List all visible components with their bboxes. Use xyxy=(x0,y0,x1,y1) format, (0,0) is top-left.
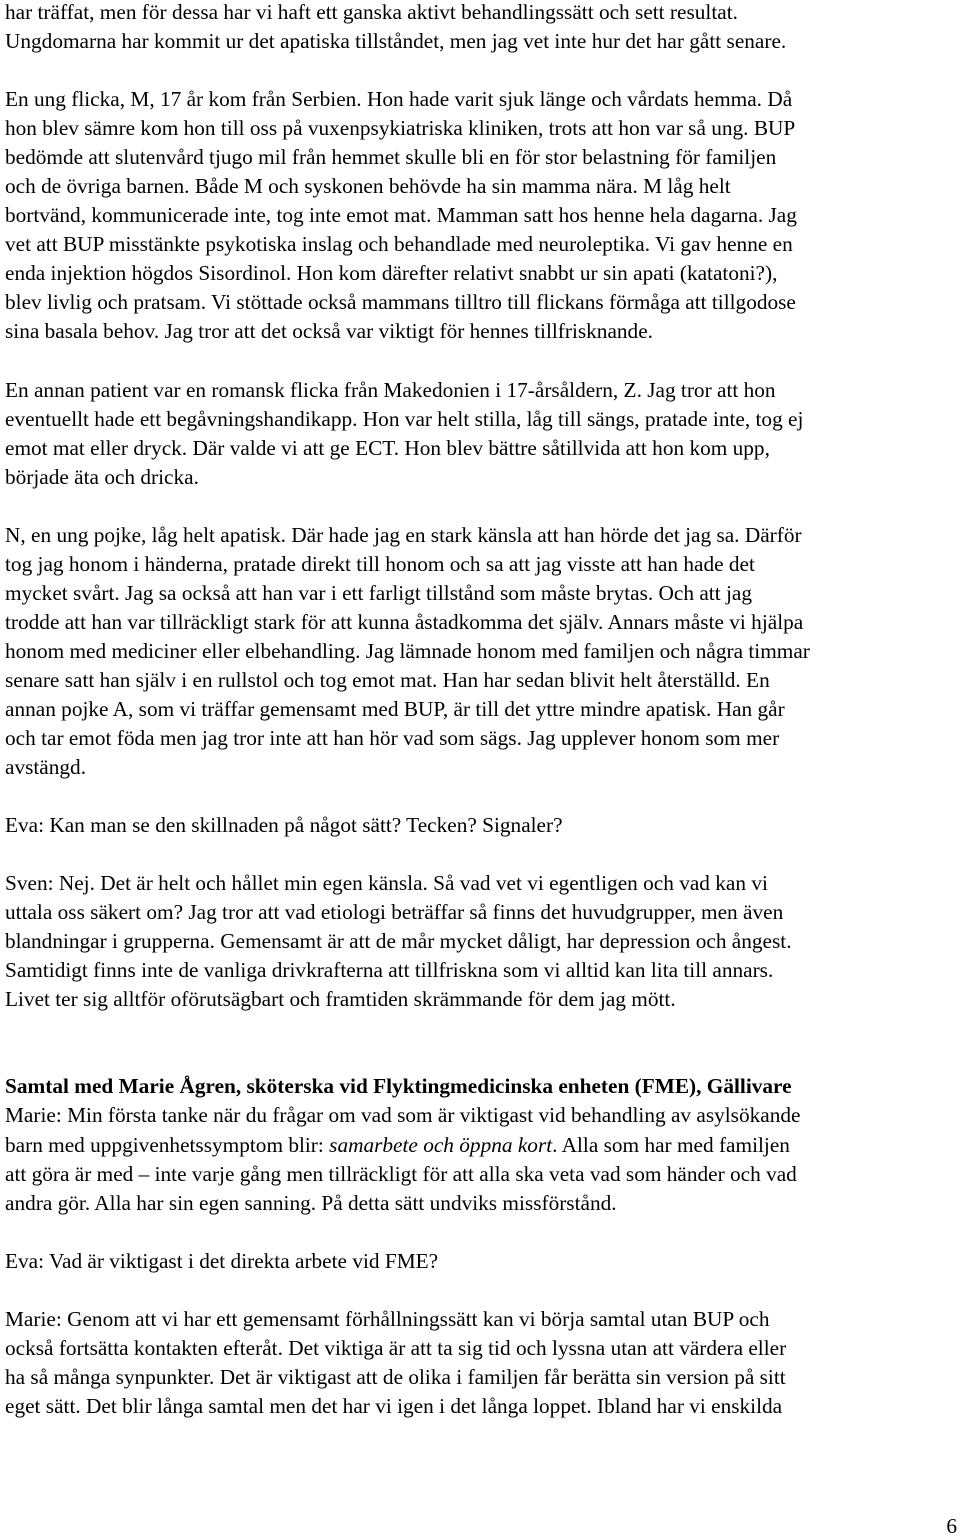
text-line: har träffat, men för dessa har vi haft ett ganska aktivt behandlingssätt och sett resultat. xyxy=(5,0,738,24)
text-line: andra gör. Alla har sin egen sanning. På detta sätt undviks missförstånd. xyxy=(5,1190,617,1215)
paragraph-eva-fme-question xyxy=(5,1247,957,1276)
text-line: Ungdomarna har kommit ur det apatiska tillståndet, men jag vet inte hur det har gått senare. xyxy=(5,29,787,54)
paragraph-gap xyxy=(5,492,957,521)
text-line: En annan patient var en romansk flicka från Makedonien i 17-årsåldern, Z. Jag tror att hon xyxy=(5,377,776,402)
text-line: eventuellt hade ett begåvningshandikapp. Hon var helt stilla, låg till sängs, pratade inte, tog ej xyxy=(5,406,804,431)
text-line: En ung flicka, M, 17 år kom från Serbien. Hon hade varit sjuk länge och vårdats hemma. Då xyxy=(5,87,793,112)
text-line: Sven: Nej. Det är helt och hållet min egen känsla. Så vad vet vi egentligen och vad kan vi xyxy=(5,871,768,896)
text-line: att göra är med – inte varje gång men tillräckligt för att alla ska veta vad som händer och vad xyxy=(5,1161,797,1186)
section-marie xyxy=(5,1072,957,1217)
paragraph-eva-question xyxy=(5,811,957,840)
text-line: hon blev sämre kom hon till oss på vuxenpsykiatriska kliniken, trots att hon var så ung. BUP xyxy=(5,116,796,141)
text-line: också fortsätta kontakten efteråt. Det viktiga är att ta sig tid och lyssna utan att värdera eller xyxy=(5,1335,787,1360)
text-line: tog jag honom i händerna, pratade direkt till honom och sa att jag visste att han hade det xyxy=(5,551,755,576)
section-gap xyxy=(5,1014,957,1072)
text-line: bortvänd, kommunicerade inte, tog inte emot mat. Mamman satt hos henne hela dagarna. Jag xyxy=(5,203,797,228)
text-line: avstängd. xyxy=(5,755,87,780)
text-line: Samtidigt finns inte de vanliga drivkrafterna att tillfriskna som vi alltid kan lita till annars. xyxy=(5,958,774,983)
text-line: Livet ter sig alltför oförutsägbart och framtiden skrämmande för dem jag mött. xyxy=(5,987,676,1012)
paragraph-case-z xyxy=(5,376,957,492)
page-number: 6 xyxy=(946,1514,957,1538)
text-run: barn med uppgivenhetssymptom blir: xyxy=(5,1132,330,1157)
paragraph-gap xyxy=(5,56,957,85)
text-line: N, en ung pojke, låg helt apatisk. Där hade jag en stark känsla att han hörde det jag sa. Därför xyxy=(5,522,802,547)
paragraph-sven-answer xyxy=(5,869,957,1014)
text-line: sina basala behov. Jag tror att det också var viktigt för hennes tillfrisknande. xyxy=(5,319,653,344)
text-line: emot mat eller dryck. Där valde vi att ge ECT. Hon blev bättre såtillvida att hon kom upp, xyxy=(5,435,770,460)
paragraph-case-m xyxy=(5,85,957,346)
text-line: ha så många synpunkter. Det är viktigast att de olika i familjen får berätta sin version på sitt xyxy=(5,1364,786,1389)
text-line: vet att BUP misstänkte psykotiska inslag och behandlade med neuroleptika. Vi gav henne en xyxy=(5,232,793,257)
text-line: och tar emot föda men jag tror inte att han hör vad som sägs. Jag upplever honom som mer xyxy=(5,726,780,751)
paragraph-gap xyxy=(5,347,957,376)
document-page xyxy=(5,0,957,1421)
text-line: honom med mediciner eller elbehandling. Jag lämnade honom med familjen och några timmar xyxy=(5,638,810,663)
italic-emphasis: samarbete och öppna kort xyxy=(329,1132,553,1157)
paragraph-gap xyxy=(5,840,957,869)
paragraph-marie-answer xyxy=(5,1305,957,1421)
text-line: Eva: Kan man se den skillnaden på något sätt? Tecken? Signaler? xyxy=(5,813,563,838)
paragraph-case-n xyxy=(5,521,957,782)
text-line: Eva: Vad är viktigast i det direkta arbete vid FME? xyxy=(5,1248,439,1273)
text-line: började äta och dricka. xyxy=(5,464,199,489)
section-heading: Samtal med Marie Ågren, sköterska vid Flyktingmedicinska enheten (FME), Gällivare xyxy=(5,1074,792,1099)
text-line: uttala oss säkert om? Jag tror att vad etiologi beträffar så finns det huvudgrupper, men även xyxy=(5,900,784,925)
paragraph-intro xyxy=(5,0,957,56)
paragraph-gap xyxy=(5,1276,957,1305)
text-line: blev livlig och pratsam. Vi stöttade också mammans tilltro till flickans förmåga att tillgodose xyxy=(5,290,796,315)
text-line xyxy=(5,1131,957,1160)
text-line: Marie: Min första tanke när du frågar om vad som är viktigast vid behandling av asylsökande xyxy=(5,1103,801,1128)
text-line: enda injektion högdos Sisordinol. Hon kom därefter relativt snabbt ur sin apati (katatoni?), xyxy=(5,261,778,286)
text-line: bedömde att slutenvård tjugo mil från hemmet skulle bli en för stor belastning för familjen xyxy=(5,145,777,170)
text-run: . Alla som har med familjen xyxy=(552,1132,790,1157)
text-line: eget sätt. Det blir långa samtal men det har vi igen i det långa loppet. Ibland har vi enskilda xyxy=(5,1393,783,1418)
text-line: mycket svårt. Jag sa också att han var i ett farligt tillstånd som måste brytas. Och att jag xyxy=(5,580,752,605)
text-line: Marie: Genom att vi har ett gemensamt förhållningssätt kan vi börja samtal utan BUP och xyxy=(5,1306,770,1331)
text-line: blandningar i grupperna. Gemensamt är att de mår mycket dåligt, har depression och ångest. xyxy=(5,929,792,954)
text-line: trodde att han var tillräckligt stark för att kunna åstadkomma det själv. Annars måste vi hjälpa xyxy=(5,609,804,634)
paragraph-gap xyxy=(5,1218,957,1247)
text-line: senare satt han själv i en rullstol och tog emot mat. Han har sedan blivit helt återställd. En xyxy=(5,667,770,692)
paragraph-gap xyxy=(5,782,957,811)
text-line: annan pojke A, som vi träffar gemensamt med BUP, är till det yttre mindre apatisk. Han går xyxy=(5,696,785,721)
text-line: och de övriga barnen. Både M och syskonen behövde ha sin mamma nära. M låg helt xyxy=(5,174,731,199)
